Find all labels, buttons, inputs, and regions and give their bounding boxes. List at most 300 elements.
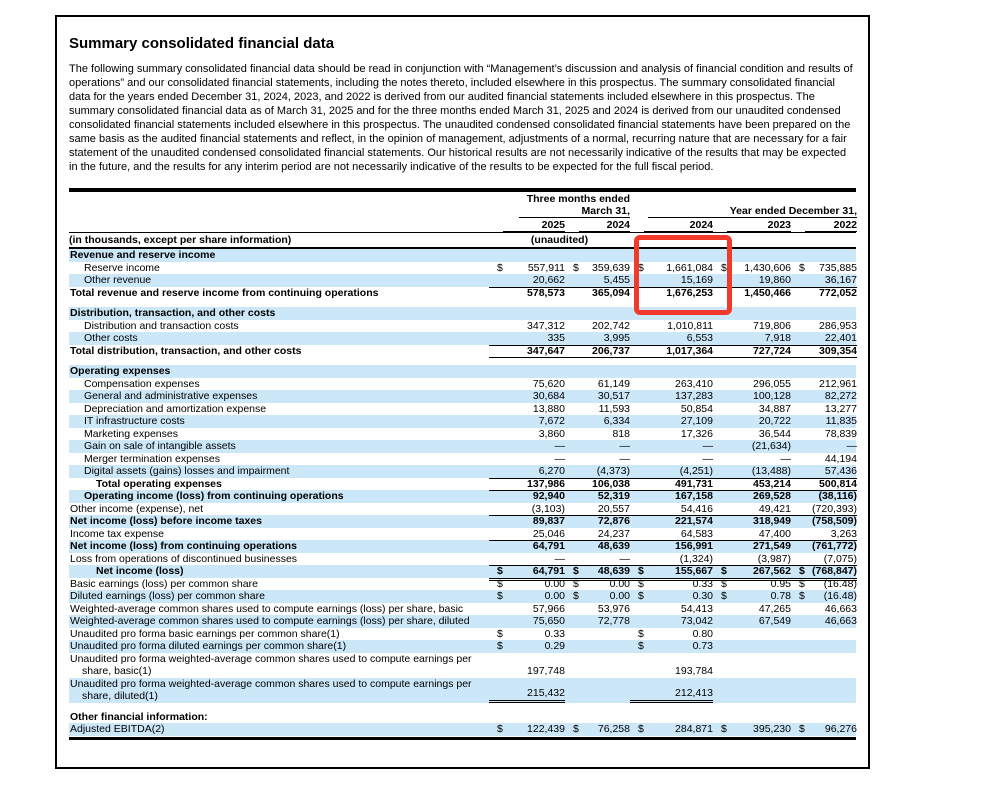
cell-value: 1,676,253 <box>666 286 713 299</box>
table-row <box>69 453 856 466</box>
value-cell <box>489 478 565 492</box>
value-cell <box>713 553 791 567</box>
cell-value: 0.33 <box>544 627 565 640</box>
cell-value: 57,436 <box>824 465 857 477</box>
value-cell <box>630 653 713 678</box>
table-row <box>69 415 856 428</box>
row-label: Marketing expenses <box>84 427 178 440</box>
table-row <box>69 249 856 262</box>
dollar-sign: $ <box>497 627 503 640</box>
value-cell <box>791 628 857 641</box>
cell-value: 82,272 <box>824 390 857 402</box>
cell-value: (13,488) <box>751 465 791 477</box>
value-cell <box>713 378 791 391</box>
cell-value: 61,149 <box>597 377 630 390</box>
header-row-group-bottom <box>69 205 856 218</box>
value-cell <box>630 415 713 428</box>
value-cell <box>713 540 791 553</box>
cell-value: 215,432 <box>527 687 565 699</box>
cell-value: 57,966 <box>532 602 565 615</box>
value-cell <box>630 615 713 628</box>
value-cell <box>630 711 713 724</box>
value-cell <box>791 274 857 288</box>
cell-value: 0.73 <box>692 640 713 652</box>
value-cell <box>565 515 630 528</box>
cell-value: 365,094 <box>592 286 630 299</box>
cell-value: 13,880 <box>532 402 565 415</box>
cell-value: (761,772) <box>812 540 857 552</box>
value-cell <box>565 262 630 275</box>
value-cell <box>713 640 791 653</box>
cell-value: 54,413 <box>680 602 713 615</box>
cell-value: 0.80 <box>692 627 713 640</box>
row-label: Depreciation and amortization expense <box>84 402 267 415</box>
value-cell <box>630 428 713 441</box>
cell-value: 772,052 <box>819 286 857 299</box>
cell-value: 818 <box>612 427 630 440</box>
value-cell <box>565 478 630 492</box>
dollar-sign: $ <box>799 723 805 735</box>
cell-value: 30,517 <box>597 390 630 402</box>
cell-value: 96,276 <box>824 723 857 735</box>
value-cell <box>791 332 857 346</box>
cell-value: 347,647 <box>527 344 565 357</box>
value-cell <box>565 274 630 288</box>
cell-value: 0.00 <box>544 577 565 590</box>
cell-value: 72,876 <box>597 515 630 527</box>
cell-value: 500,814 <box>819 477 857 490</box>
cell-value: 286,953 <box>819 319 857 332</box>
value-cell <box>489 440 565 453</box>
value-cell <box>791 390 857 403</box>
cell-value: 17,326 <box>680 427 713 440</box>
table-row <box>69 390 856 403</box>
cell-value: 335 <box>547 332 565 344</box>
cell-value: — <box>554 552 565 565</box>
cell-value: 49,421 <box>758 502 791 515</box>
dollar-sign: $ <box>799 577 805 590</box>
value-cell <box>565 307 630 320</box>
cell-value: (720,393) <box>812 502 857 515</box>
cell-value: — <box>554 440 565 452</box>
value-cell <box>565 653 630 678</box>
cell-value: 50,854 <box>680 402 713 415</box>
cell-value: (16.48) <box>823 590 857 602</box>
cell-value: 206,737 <box>592 344 630 357</box>
cell-value: 221,574 <box>675 515 713 527</box>
value-cell <box>489 345 565 359</box>
dollar-sign: $ <box>721 577 727 590</box>
dollar-sign: $ <box>721 261 727 274</box>
value-cell <box>713 390 791 403</box>
cell-value: 78,839 <box>824 427 857 440</box>
table-row <box>69 403 856 416</box>
cell-value: (3,987) <box>757 552 791 565</box>
cell-value: 212,961 <box>819 377 857 390</box>
table-row <box>69 262 856 275</box>
value-cell <box>489 515 565 528</box>
value-cell <box>565 378 630 391</box>
value-cell <box>565 711 630 724</box>
cell-value: 167,158 <box>675 490 713 502</box>
value-cell <box>630 528 713 542</box>
value-cell <box>630 578 713 591</box>
table-row <box>69 678 856 703</box>
value-cell <box>489 603 565 616</box>
page-title: Summary consolidated financial data <box>69 35 335 52</box>
row-label: General and administrative expenses <box>84 390 258 402</box>
value-cell <box>489 378 565 391</box>
value-cell <box>791 440 857 453</box>
table-row <box>69 378 856 391</box>
value-cell <box>791 478 857 492</box>
table-row <box>69 553 856 566</box>
value-cell <box>791 640 857 653</box>
value-cell <box>565 440 630 453</box>
cell-value: 47,400 <box>758 527 791 540</box>
value-cell <box>489 503 565 517</box>
cell-value: 76,258 <box>597 723 630 735</box>
value-cell <box>713 711 791 724</box>
header-march-31: March 31, <box>519 205 630 218</box>
cell-value: 24,237 <box>597 527 630 540</box>
cell-value: 92,940 <box>532 490 565 502</box>
value-cell <box>630 262 713 275</box>
row-label: Adjusted EBITDA(2) <box>70 723 165 735</box>
value-cell <box>565 403 630 416</box>
value-cell <box>791 465 857 479</box>
cell-value: 20,722 <box>758 415 791 427</box>
value-cell <box>565 723 630 736</box>
value-cell <box>565 365 630 378</box>
cell-value: 3,263 <box>830 527 857 540</box>
value-cell <box>565 249 630 262</box>
value-cell <box>489 615 565 628</box>
value-cell <box>713 332 791 346</box>
value-cell <box>630 723 713 736</box>
row-label: Other revenue <box>84 274 152 286</box>
value-cell <box>791 711 857 724</box>
cell-value: 48,639 <box>597 565 630 577</box>
cell-value: 54,416 <box>680 502 713 515</box>
value-cell <box>713 274 791 288</box>
value-cell <box>489 332 565 346</box>
value-cell <box>713 262 791 275</box>
year-column-2024-q1: 2024 <box>579 218 630 232</box>
cell-value: 284,871 <box>675 723 713 735</box>
row-label: Loss from operations of discontinued businesses <box>70 552 298 565</box>
cell-value: 64,791 <box>532 565 565 577</box>
value-cell <box>791 320 857 333</box>
value-cell <box>713 603 791 616</box>
value-cell <box>630 332 713 346</box>
dollar-sign: $ <box>573 565 579 577</box>
value-cell <box>565 553 630 567</box>
value-cell <box>489 287 565 300</box>
section-gap <box>69 357 856 365</box>
cell-value: 137,283 <box>675 390 713 402</box>
value-cell <box>630 503 713 517</box>
value-cell <box>713 678 791 703</box>
year-column-2025: 2025 <box>503 218 565 232</box>
header-row-years <box>69 218 856 232</box>
table-row <box>69 428 856 441</box>
value-cell <box>489 628 565 641</box>
cell-value: (7,075) <box>823 552 857 565</box>
value-cell <box>791 345 857 359</box>
row-label: Weighted-average common shares used to compute earnings (loss) per share, diluted <box>70 615 470 627</box>
dollar-sign: $ <box>721 565 727 577</box>
cell-value: 359,639 <box>592 261 630 274</box>
row-label: Total operating expenses <box>96 477 222 490</box>
cell-value: 395,230 <box>753 723 791 735</box>
value-cell <box>713 440 791 453</box>
cell-value: 269,528 <box>753 490 791 502</box>
value-cell <box>713 723 791 736</box>
dollar-sign: $ <box>638 723 644 735</box>
cell-value: — <box>619 552 630 565</box>
dollar-sign: $ <box>573 590 579 602</box>
cell-value: 296,055 <box>753 377 791 390</box>
value-cell <box>489 390 565 403</box>
dollar-sign: $ <box>721 590 727 602</box>
dollar-sign: $ <box>638 261 644 274</box>
cell-value: 1,017,364 <box>666 344 713 357</box>
value-cell <box>565 590 630 603</box>
dollar-sign: $ <box>638 627 644 640</box>
cell-value: (758,509) <box>812 515 857 527</box>
dollar-sign: $ <box>497 577 503 590</box>
value-cell <box>565 628 630 641</box>
value-cell <box>630 603 713 616</box>
dollar-sign: $ <box>573 723 579 735</box>
value-cell <box>489 540 565 553</box>
value-cell <box>713 287 791 300</box>
value-cell <box>713 403 791 416</box>
cell-value: 27,109 <box>680 415 713 427</box>
value-cell <box>791 365 857 378</box>
row-label: Reserve income <box>84 261 160 274</box>
cell-value: — <box>780 452 791 465</box>
value-cell <box>565 453 630 466</box>
row-label: Operating expenses <box>70 365 171 377</box>
cell-value: 11,593 <box>598 402 630 415</box>
cell-value: 48,639 <box>597 540 630 552</box>
dollar-sign: $ <box>497 723 503 735</box>
cell-value: — <box>702 440 713 452</box>
dollar-sign: $ <box>638 640 644 652</box>
cell-value: 557,911 <box>527 261 565 274</box>
cell-value: — <box>554 452 565 465</box>
cell-value: 122,439 <box>527 723 565 735</box>
table-row <box>69 723 856 736</box>
cell-value: 347,312 <box>527 319 565 332</box>
year-column-2024: 2024 <box>644 218 713 232</box>
value-cell <box>791 653 857 678</box>
value-cell <box>791 615 857 628</box>
cell-value: 0.29 <box>544 640 565 652</box>
row-label: Income tax expense <box>70 527 164 540</box>
table-row <box>69 490 856 503</box>
value-cell <box>713 515 791 528</box>
value-cell <box>791 262 857 275</box>
cell-value: 3,860 <box>538 427 565 440</box>
row-label: Net income (loss) <box>96 565 184 577</box>
row-label: Compensation expenses <box>84 377 200 390</box>
table-row <box>69 711 856 724</box>
cell-value: 72,778 <box>597 615 630 627</box>
value-cell <box>630 678 713 703</box>
cell-value: 0.00 <box>544 590 565 602</box>
cell-value: — <box>619 452 630 465</box>
value-cell <box>630 403 713 416</box>
value-cell <box>630 553 713 567</box>
row-label: Net income (loss) from continuing operations <box>70 540 297 552</box>
value-cell <box>630 465 713 479</box>
cell-value: 67,549 <box>758 615 791 627</box>
value-cell <box>565 390 630 403</box>
value-cell <box>565 332 630 346</box>
cell-value: 53,976 <box>597 602 630 615</box>
value-cell <box>489 428 565 441</box>
value-cell <box>630 440 713 453</box>
header-row-notes <box>69 233 856 247</box>
value-cell <box>565 640 630 653</box>
cell-value: (16.48) <box>823 577 857 590</box>
table-row <box>69 515 856 528</box>
value-cell <box>489 415 565 428</box>
cell-value: 7,672 <box>538 415 565 427</box>
value-cell <box>791 590 857 603</box>
year-column-2023: 2023 <box>727 218 791 232</box>
cell-value: 22,401 <box>824 332 857 344</box>
table-row <box>69 565 856 578</box>
cell-value: (4,373) <box>596 465 630 477</box>
value-cell <box>713 503 791 517</box>
cell-value: 735,885 <box>819 261 857 274</box>
value-cell <box>713 428 791 441</box>
cell-value: 267,562 <box>753 565 791 577</box>
cell-value: 25,046 <box>532 527 565 540</box>
value-cell <box>565 678 630 703</box>
cell-value: 13,277 <box>824 402 857 415</box>
value-cell <box>630 378 713 391</box>
cell-value: 7,918 <box>764 332 791 344</box>
value-cell <box>565 465 630 479</box>
table-row <box>69 440 856 453</box>
row-label: Unaudited pro forma weighted-average common shares used to compute earnings per share, diluted(1) <box>70 677 472 702</box>
cell-value: 89,837 <box>532 515 565 527</box>
cell-value: 15,169 <box>680 274 713 286</box>
cell-value: 20,662 <box>532 274 565 286</box>
value-cell <box>630 478 713 492</box>
header-three-months-ended: Three months ended <box>526 193 630 205</box>
cell-value: 0.78 <box>770 590 791 602</box>
cell-value: 0.33 <box>692 577 713 590</box>
cell-value: — <box>619 440 630 452</box>
value-cell <box>791 428 857 441</box>
value-cell <box>791 378 857 391</box>
row-label: Unaudited pro forma basic earnings per common share(1) <box>70 627 340 640</box>
value-cell <box>713 478 791 492</box>
value-cell <box>713 653 791 678</box>
table-bottom-rule <box>69 737 856 740</box>
row-label: Total revenue and reserve income from continuing operations <box>70 286 379 299</box>
cell-value: 75,620 <box>532 377 565 390</box>
dollar-sign: $ <box>638 565 644 577</box>
value-cell <box>565 490 630 503</box>
value-cell <box>489 307 565 320</box>
value-cell <box>791 603 857 616</box>
cell-value: 0.00 <box>609 590 630 602</box>
cell-value: 20,557 <box>597 502 630 515</box>
value-cell <box>791 540 857 553</box>
cell-value: 5,455 <box>603 274 630 286</box>
cell-value: 1,010,811 <box>667 319 713 332</box>
value-cell <box>489 678 565 703</box>
cell-value: (38,116) <box>818 490 857 502</box>
header-row-group-top <box>69 192 856 205</box>
header-year-ended-december-31: Year ended December 31, <box>648 205 857 218</box>
value-cell <box>791 503 857 517</box>
value-cell <box>713 415 791 428</box>
value-cell <box>630 590 713 603</box>
value-cell <box>630 628 713 641</box>
value-cell <box>565 578 630 591</box>
value-cell <box>630 490 713 503</box>
section-gap <box>69 299 856 307</box>
table-row <box>69 274 856 287</box>
cell-value: 453,214 <box>753 477 791 490</box>
cell-value: 46,663 <box>824 602 857 615</box>
cell-value: 155,667 <box>675 565 713 577</box>
value-cell <box>565 540 630 553</box>
row-label: Total distribution, transaction, and other costs <box>70 344 302 357</box>
value-cell <box>630 540 713 553</box>
dollar-sign: $ <box>638 577 644 590</box>
cell-value: — <box>702 452 713 465</box>
cell-value: 318,949 <box>753 515 791 527</box>
value-cell <box>489 453 565 466</box>
value-cell <box>713 453 791 466</box>
value-cell <box>489 465 565 479</box>
value-cell <box>791 415 857 428</box>
cell-value: 6,553 <box>686 332 713 344</box>
cell-value: 36,544 <box>758 427 791 440</box>
value-cell <box>791 403 857 416</box>
cell-value: 727,724 <box>753 344 791 357</box>
dollar-sign: $ <box>799 261 805 274</box>
value-cell <box>630 453 713 466</box>
row-label: Diluted earnings (loss) per common share <box>70 590 265 602</box>
dollar-sign: $ <box>497 261 503 274</box>
cell-value: 719,806 <box>753 319 791 332</box>
table-row <box>69 287 856 300</box>
cell-value: 19,860 <box>758 274 791 286</box>
value-cell <box>791 528 857 542</box>
value-cell <box>713 628 791 641</box>
value-cell <box>630 390 713 403</box>
cell-value: (768,847) <box>812 565 857 577</box>
table-row <box>69 590 856 603</box>
cell-value: 271,549 <box>753 540 791 552</box>
value-cell <box>489 578 565 591</box>
cell-value: 46,663 <box>824 615 857 627</box>
value-cell <box>791 578 857 591</box>
cell-value: 197,748 <box>527 665 565 677</box>
dollar-sign: $ <box>799 590 805 602</box>
value-cell <box>565 615 630 628</box>
